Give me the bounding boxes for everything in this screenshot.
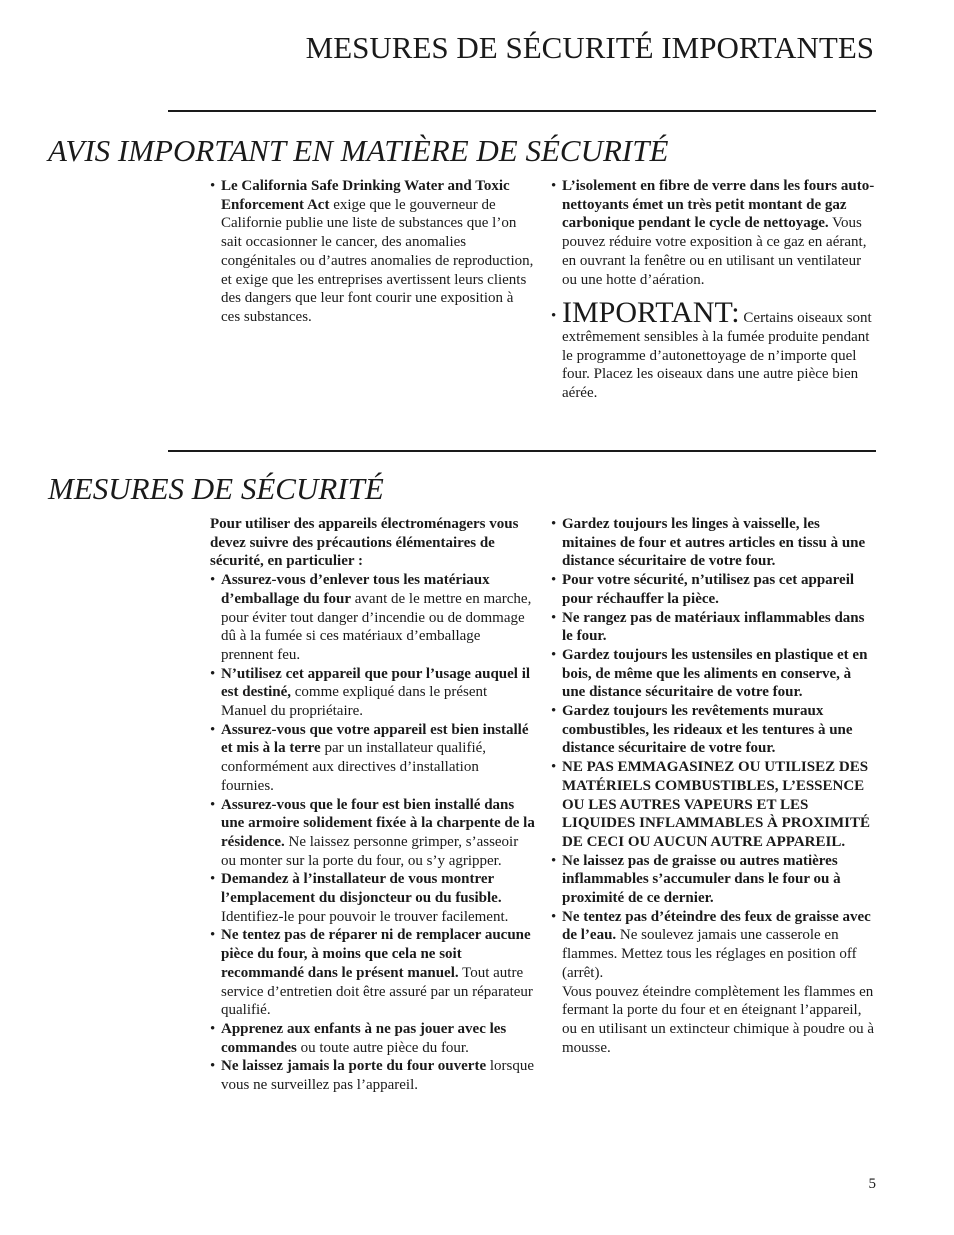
list-item	[210, 721, 535, 796]
item-bold-text: N’utilisez cet appareil que pour l’usage auquel il est destiné,	[221, 665, 531, 701]
list-item	[551, 852, 876, 908]
list-item	[551, 571, 876, 608]
list-item	[210, 796, 535, 871]
item-text: exige que le gouverneur de Californie publie une liste de substances que l’on sait occasionner le cancer, des anomalies congénitales ou d’autres anomalies de reproduction, et exige que les entreprises avertissent leurs clients des dangers que leur font courir une exposition à ces substances.	[221, 196, 534, 325]
page-title: MESURES DE SÉCURITÉ IMPORTANTES	[305, 30, 874, 65]
bullet: •	[551, 852, 557, 869]
divider-middle	[168, 450, 876, 452]
bullet: •	[210, 1020, 216, 1037]
item-bold-text: NE PAS EMMAGASINEZ OU UTILISEZ DES MATÉRIELS COMBUSTIBLES, L’ESSENCE OU LES AUTRES VAPEURS ET LES LIQUIDES INFLAMMABLES À PROXIMITÉ DE CECI OU AUCUN AUTRE APPAREIL.	[562, 759, 870, 850]
item-text: Ne soulevez jamais une casserole en flammes. Mettez tous les réglages en position off (arrêt).	[562, 927, 857, 981]
item-bold-text: Ne laissez pas de graisse ou autres matières inflammables s’accumuler dans le four ou à proximité de ce dernier.	[562, 852, 841, 907]
divider-top	[168, 110, 876, 112]
bullet: •	[210, 721, 216, 738]
item-bold-text: Ne tentez pas de réparer ni de remplacer aucune pièce du four, à moins que cela ne soit recommandé dans le présent manuel.	[221, 927, 531, 981]
bullet: •	[551, 516, 557, 532]
bullet: •	[551, 759, 557, 776]
bullet: •	[210, 1058, 216, 1075]
item-bold-text: Gardez toujours les linges à vaisselle, les mitaines de four et autres articles en tissu à une distance sécuritaire de votre four.	[562, 516, 866, 570]
item-bold-text: Ne rangez pas de matériaux inflammables dans le four.	[562, 609, 865, 645]
item-bold-text: Ne tentez pas d’éteindre des feux de graisse avec de l’eau.	[562, 908, 871, 944]
important-text: Certains oiseaux sont extrêmement sensibles à la fumée produite pendant le programme d’autonettoyage de n’importe quel four. Placez les oiseaux dans une autre pièce bien aérée.	[562, 310, 872, 402]
bullet: •	[551, 609, 557, 626]
important-birds-item	[551, 296, 876, 403]
item-text: comme expliqué dans le présent Manuel du propriétaire.	[221, 684, 488, 720]
list-item	[551, 758, 876, 852]
safety-intro: Pour utiliser des appareils électroménagers vous devez suivre des précautions élémentaires de sécurité, en particulier :	[210, 516, 519, 570]
page-number: 5	[868, 1176, 876, 1192]
item-text: Identifiez-le pour pouvoir le trouver facilement.	[221, 908, 509, 925]
list-item	[210, 1057, 535, 1094]
bullet: •	[210, 927, 216, 944]
bullet: •	[551, 646, 557, 663]
item-bold-text: Assurez-vous d’enlever tous les matériaux d’emballage du four	[221, 572, 490, 607]
list-item	[551, 702, 876, 758]
california-act-item	[210, 177, 535, 327]
item-text: lorsque vous ne surveillez pas l’appareil.	[221, 1058, 535, 1094]
bullet: •	[210, 572, 216, 589]
item-text: Vous pouvez réduire votre exposition à ce gaz en aérant, en ouvrant la fenêtre ou en utilisant un ventilateur ou une hotte d’aération.	[562, 215, 867, 288]
item-bold-text: Apprenez aux enfants à ne pas jouer avec les commandes	[221, 1020, 507, 1056]
item-bold-text: Le California Safe Drinking Water and Toxic Enforcement Act	[221, 178, 510, 213]
list-item	[210, 571, 535, 665]
list-item	[551, 908, 876, 983]
closing-paragraph: Vous pouvez éteindre complètement les flammes en fermant la porte du four et en éteignant l’appareil, ou en utilisant un extincteur chimique à poudre ou à mousse.	[562, 983, 874, 1056]
bullet: •	[210, 178, 216, 194]
bullet: •	[551, 703, 557, 720]
list-item	[551, 609, 876, 646]
notice-section-title: AVIS IMPORTANT EN MATIÈRE DE SÉCURITÉ	[48, 133, 669, 168]
item-bold-text: Gardez toujours les revêtements muraux combustibles, les rideaux et les tentures à une distance sécuritaire de votre four.	[562, 703, 853, 757]
list-item	[210, 870, 535, 926]
item-bold-text: Assurez-vous que votre appareil est bien installé et mis à la terre	[221, 721, 529, 757]
safety-section-title: MESURES DE SÉCURITÉ	[48, 471, 384, 506]
notice-left-column	[210, 177, 535, 327]
item-bold-text: Demandez à l’installateur de vous montrer l’emplacement du disjoncteur ou du fusible.	[221, 871, 502, 907]
item-text: Tout autre service d’entretien doit être assuré par un réparateur qualifié.	[221, 964, 533, 1019]
bullet: •	[210, 871, 216, 888]
item-bold-text: Pour votre sécurité, n’utilisez pas cet appareil pour réchauffer la pièce.	[562, 572, 855, 607]
item-bold-text: Ne laissez jamais la porte du four ouverte	[221, 1058, 487, 1075]
safety-right-column	[551, 515, 876, 1057]
list-item	[551, 515, 876, 571]
item-bold-text: L’isolement en fibre de verre dans les fours auto-nettoyants émet un très petit montant de gaz carbonique pendant le cycle de nettoyage.	[562, 178, 875, 232]
bullet: •	[551, 572, 557, 589]
item-text: ou toute autre pièce du four.	[296, 1039, 469, 1056]
bullet: •	[551, 178, 557, 194]
item-bold-text: Assurez-vous que le four est bien installé dans une armoire solidement fixée à la charpente de la résidence.	[221, 796, 535, 850]
fiberglass-item	[551, 177, 876, 289]
list-item	[210, 665, 535, 721]
bullet: •	[551, 908, 557, 925]
list-item	[210, 1020, 535, 1057]
important-label: IMPORTANT:	[562, 296, 740, 330]
safety-left-column	[210, 515, 535, 1095]
list-item	[551, 646, 876, 702]
item-text: par un installateur qualifié, conformément aux directives d’installation fournies.	[221, 740, 487, 794]
item-bold-text: Gardez toujours les ustensiles en plastique et en bois, de même que les aliments en conserve, à une distance sécuritaire de votre four.	[562, 646, 868, 701]
item-text: avant de le mettre en marche, pour éviter tout danger d’incendie ou de dommage dû à la fumée si ces matériaux d’emballage prennent feu.	[221, 590, 532, 663]
item-text: Ne laissez personne grimper, s’asseoir ou monter sur la porte du four, ou s’y agripper.	[221, 833, 519, 869]
notice-right-column	[551, 177, 876, 403]
list-item	[210, 926, 535, 1020]
bullet: •	[210, 665, 216, 682]
bullet: •	[210, 796, 216, 813]
bullet: •	[551, 308, 557, 325]
